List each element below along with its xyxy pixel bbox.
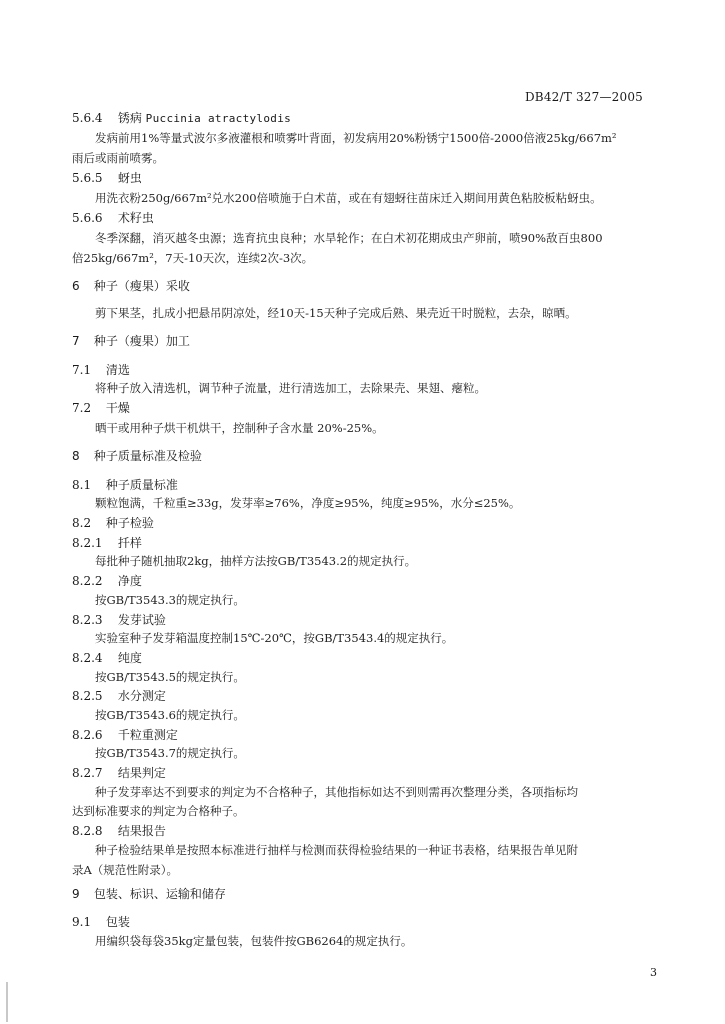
section-number: 8.2.4 bbox=[72, 651, 103, 665]
section-number: 8.2.7 bbox=[72, 766, 103, 780]
section-8-2-8-text-line-1: 种子检验结果单是按照本标准进行抽样与检测而获得检验结果的一种证书表格，结果报告单见附 bbox=[95, 843, 578, 857]
section-5-6-5-heading bbox=[72, 170, 142, 186]
section-number: 8.2.3 bbox=[72, 613, 103, 627]
section-5-6-5-text: 用洗衣粉250g/667m²兑水200倍喷施于白术苗，或在有翅蚜往苗床迁入期间用黄色粘胶板粘蚜虫。 bbox=[95, 191, 602, 205]
section-number: 8.2.6 bbox=[72, 728, 103, 742]
section-8-2-5-text: 按GB/T3543.6的规定执行。 bbox=[95, 708, 245, 722]
section-number: 9 bbox=[72, 887, 80, 901]
section-7-1-heading bbox=[72, 362, 130, 378]
section-5-6-6-text-line-2: 倍25kg/667m²，7天-10天次，连续2次-3次。 bbox=[72, 251, 314, 265]
section-title: 净度 bbox=[117, 574, 142, 588]
section-title: 清选 bbox=[105, 363, 130, 377]
section-8-2-2-heading bbox=[72, 573, 142, 589]
section-number: 7.1 bbox=[72, 363, 92, 377]
section-title: 千粒重测定 bbox=[117, 728, 178, 742]
section-title: 锈病 bbox=[117, 111, 142, 125]
section-8-2-8-heading bbox=[72, 823, 166, 839]
section-number: 8.2 bbox=[72, 516, 92, 530]
section-title: 发芽试验 bbox=[117, 613, 166, 627]
section-5-6-4-text-line-1: 发病前用1%等量式波尔多液灌根和喷雾叶背面，初发病用20%粉锈宁1500倍-2000倍液25kg/667m² bbox=[95, 131, 617, 145]
section-8-2-6-heading bbox=[72, 727, 178, 743]
section-title: 包装、标识、运输和储存 bbox=[93, 887, 226, 901]
section-title: 干燥 bbox=[105, 401, 130, 415]
section-8-2-4-heading bbox=[72, 650, 142, 666]
section-number: 7 bbox=[72, 334, 80, 348]
section-6-text: 剪下果茎，扎成小把悬吊阴凉处，经10天-15天种子完成后熟、果壳近干时脱粒，去杂，晾晒。 bbox=[95, 306, 577, 320]
section-number: 7.2 bbox=[72, 401, 92, 415]
section-7-1-text: 将种子放入清选机，调节种子流量，进行清选加工，去除果壳、果翅、瘪粒。 bbox=[95, 381, 486, 395]
section-number: 9.1 bbox=[72, 915, 92, 929]
section-8-2-7-text-line-2: 达到标准要求的判定为合格种子。 bbox=[72, 804, 245, 818]
section-8-2-5-heading bbox=[72, 688, 166, 704]
section-title: 种子质量标准 bbox=[105, 478, 178, 492]
section-6-heading bbox=[72, 278, 190, 294]
section-8-2-7-text-line-1: 种子发芽率达不到要求的判定为不合格种子，其他指标如达不到则需再次整理分类，各项指标均 bbox=[95, 785, 578, 799]
standard-code: DB42/T 327—2005 bbox=[524, 90, 643, 104]
section-title: 水分测定 bbox=[117, 689, 166, 703]
section-title: 扦样 bbox=[117, 536, 142, 550]
section-8-2-6-text: 按GB/T3543.7的规定执行。 bbox=[95, 746, 245, 760]
section-title: 种子（瘦果）加工 bbox=[93, 334, 190, 348]
section-8-2-2-text: 按GB/T3543.3的规定执行。 bbox=[95, 593, 245, 607]
section-number: 8.2.2 bbox=[72, 574, 103, 588]
section-8-heading bbox=[72, 448, 202, 464]
section-title: 蚜虫 bbox=[117, 171, 142, 185]
section-8-2-3-heading bbox=[72, 612, 166, 628]
section-number: 8 bbox=[72, 449, 80, 463]
section-title: 种子质量标准及检验 bbox=[93, 449, 202, 463]
section-9-1-text: 用编织袋每袋35kg定量包装，包装件按GB6264的规定执行。 bbox=[95, 934, 413, 948]
section-number: 6 bbox=[72, 279, 80, 293]
section-number: 8.1 bbox=[72, 478, 92, 492]
section-9-1-heading bbox=[72, 914, 130, 930]
section-9-heading bbox=[72, 886, 226, 902]
section-5-6-6-text-line-1: 冬季深翻，消灭越冬虫源；选育抗虫良种；水旱轮作；在白术初花期成虫产卵前，喷90%敌百虫800 bbox=[95, 231, 603, 245]
section-7-2-heading bbox=[72, 400, 130, 416]
section-5-6-6-heading bbox=[72, 210, 154, 226]
section-title: 包装 bbox=[105, 915, 130, 929]
section-title: 结果判定 bbox=[117, 766, 166, 780]
section-number: 5.6.4 bbox=[72, 111, 103, 125]
section-title: 纯度 bbox=[117, 651, 142, 665]
section-8-2-heading bbox=[72, 515, 154, 531]
section-title: 种子（瘦果）采收 bbox=[93, 279, 190, 293]
section-8-2-4-text: 按GB/T3543.5的规定执行。 bbox=[95, 670, 245, 684]
section-title: 结果报告 bbox=[117, 824, 166, 838]
scan-edge-mark bbox=[6, 982, 8, 1022]
section-5-6-4-heading bbox=[72, 110, 291, 127]
section-8-1-heading bbox=[72, 477, 178, 493]
section-number: 5.6.6 bbox=[72, 211, 103, 225]
section-number: 8.2.5 bbox=[72, 689, 103, 703]
section-number: 8.2.1 bbox=[72, 536, 103, 550]
section-8-2-1-heading bbox=[72, 535, 142, 551]
section-8-2-7-heading bbox=[72, 765, 166, 781]
section-number: 5.6.5 bbox=[72, 171, 103, 185]
section-8-2-8-text-line-2: 录A（规范性附录）。 bbox=[72, 863, 179, 877]
section-title: 术籽虫 bbox=[117, 211, 154, 225]
section-number: 8.2.8 bbox=[72, 824, 103, 838]
section-7-2-text: 晒干或用种子烘干机烘干，控制种子含水量 20%-25%。 bbox=[95, 421, 384, 435]
section-7-heading bbox=[72, 333, 190, 349]
section-8-2-3-text: 实验室种子发芽箱温度控制15℃-20℃，按GB/T3543.4的规定执行。 bbox=[95, 631, 454, 645]
section-5-6-4-text-line-2: 雨后或雨前喷雾。 bbox=[72, 151, 164, 165]
latin-name: Puccinia atractylodis bbox=[145, 112, 292, 125]
section-8-2-1-text: 每批种子随机抽取2kg，抽样方法按GB/T3543.2的规定执行。 bbox=[95, 554, 417, 568]
section-8-1-text: 颗粒饱满，千粒重≥33g，发芽率≥76%，净度≥95%，纯度≥95%，水分≤25%。 bbox=[95, 496, 521, 510]
section-title: 种子检验 bbox=[105, 516, 154, 530]
page-number: 3 bbox=[650, 966, 657, 979]
